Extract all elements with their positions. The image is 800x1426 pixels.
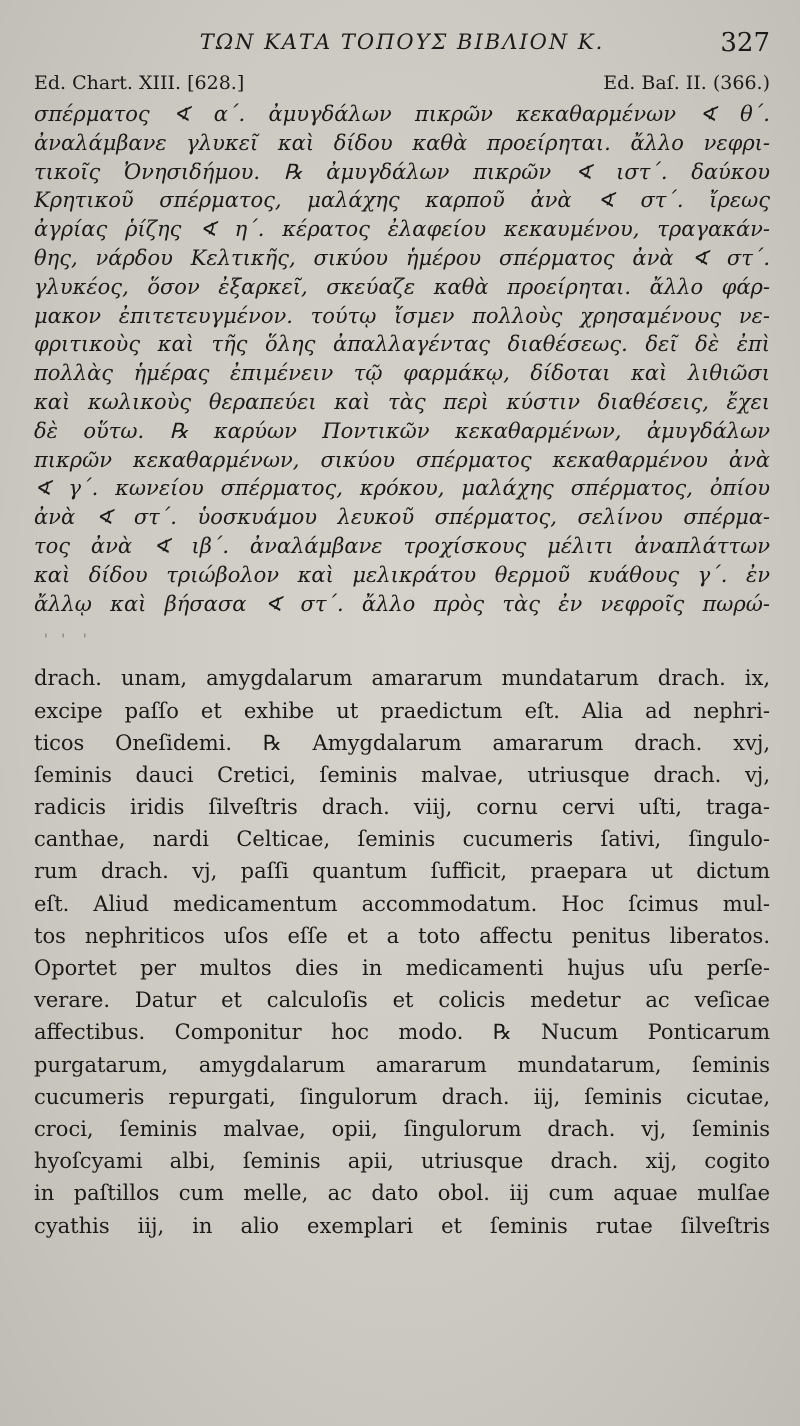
greek-text-line: τος ἀνὰ ∢ ιβ΄. ἀναλάμβανε τροχίσκους μέλιτι ἀναπλάττων — [34, 533, 770, 558]
page-header — [34, 28, 770, 68]
greek-text-line: δὲ οὕτω. ℞ καρύων Ποντικῶν κεκαθαρμένων, ἀμυγδάλων — [34, 418, 770, 443]
latin-text-line: croci, ſeminis malvae, opii, ſingulorum drach. vj, ſeminis — [34, 1116, 770, 1141]
greek-text-line: ἀγρίας ῥίζης ∢ η΄. κέρατος ἐλαφείου κεκαυμένου, τραγακάν- — [34, 217, 770, 242]
greek-text-line: μακον ἐπιτετευγμένον. τούτῳ ἴσμεν πολλοὺς χρησαμένους νε- — [34, 303, 770, 328]
greek-text-line: καὶ δίδου τριώβολον καὶ μελικράτου θερμοῦ κυάθους γ΄. ἐν — [34, 562, 770, 587]
latin-text-line: excipe paſſo et exhibe ut praedictum eſt. Alia ad nephri- — [34, 698, 770, 723]
greek-text-line: γλυκέος, ὅσον ἐξαρκεῖ, σκεύαζε καθὰ προείρηται. ἄλλο φάρ- — [34, 274, 770, 299]
greek-text-line: καὶ κωλικοὺς θεραπεύει καὶ τὰς περὶ κύστιν διαθέσεις, ἔχει — [34, 389, 770, 414]
greek-text-line: ἀναλάμβανε γλυκεῖ καὶ δίδου καθὰ προείρηται. ἄλλο νεφρι- — [34, 130, 770, 155]
latin-text-line: in paſtillos cum melle, ac dato obol. iij cum aquae mulſae — [34, 1181, 770, 1206]
latin-text-line: ſeminis dauci Cretici, ſeminis malvae, utriusque drach. vj, — [34, 762, 770, 787]
running-title: ΤΩΝ ΚΑΤΑ ΤΟΠΟΥΣ ΒΙΒΛΙΟΝ Κ. — [199, 30, 605, 54]
latin-text-line: purgatarum, amygdalarum amararum mundatarum, ſeminis — [34, 1052, 770, 1077]
greek-text-line: φριτικοὺς καὶ τῆς ὅλης ἀπαλλαγέντας διαθέσεως. δεῖ δὲ ἐπὶ — [34, 332, 770, 357]
edition-references — [34, 68, 770, 98]
latin-text-block — [34, 662, 770, 1241]
greek-text-block — [34, 100, 770, 618]
greek-text-line: ἄλλῳ καὶ βήσασα ∢ στ΄. ἄλλο πρὸς τὰς ἐν νεφροῖς πωρώ- — [34, 591, 770, 616]
greek-text-line: τικοῖς Ὀνησιδήμου. ℞ ἀμυγδάλων πικρῶν ∢ ιστ΄. δαύκου — [34, 159, 770, 184]
latin-text-line: cucumeris repurgati, ſingulorum drach. iij, ſeminis cicutae, — [34, 1084, 770, 1109]
latin-text-line: verare. Datur et calculoſis et colicis medetur ac veſicae — [34, 988, 770, 1013]
edition-left: Ed. Chart. XIII. [628.] — [34, 72, 245, 94]
latin-text-line: hyoſcyami albi, ſeminis apii, utriusque drach. xij, cogito — [34, 1149, 770, 1174]
latin-text-line: radicis iridis ſilveſtris drach. viij, cornu cervi uſti, traga- — [34, 795, 770, 820]
page-number: 327 — [720, 28, 770, 58]
greek-text-line: σπέρματος ∢ α΄. ἀμυγδάλων πικρῶν κεκαθαρμένων ∢ θ΄. — [34, 102, 770, 126]
margin-marks: ' ' ' — [44, 632, 87, 649]
greek-text-line: πολλὰς ἡμέρας ἐπιμένειν τῷ φαρμάκῳ, δίδοται καὶ λιθιῶσι — [34, 361, 770, 386]
latin-text-line: eſt. Aliud medicamentum accommodatum. Hoc ſcimus mul- — [34, 891, 770, 916]
latin-text-line: affectibus. Componitur hoc modo. ℞ Nucum Ponticarum — [34, 1020, 770, 1045]
latin-text-line: tos nephriticos uſos eſſe et a toto affectu penitus liberatos. — [34, 923, 770, 948]
greek-text-line: ἀνὰ ∢ στ΄. ὑοσκυάμου λευκοῦ σπέρματος, σελίνου σπέρμα- — [34, 505, 770, 530]
latin-text-line: rum drach. vj, paſſi quantum ſufficit, praepara ut dictum — [34, 859, 770, 884]
greek-text-line: Κρητικοῦ σπέρματος, μαλάχης καρποῦ ἀνὰ ∢ στ΄. ἴρεως — [34, 188, 770, 213]
latin-text-line: drach. unam, amygdalarum amararum mundatarum drach. ix, — [34, 666, 770, 691]
latin-text-line: Oportet per multos dies in medicamenti hujus uſu perſe- — [34, 956, 770, 981]
latin-text-line: cyathis iij, in alio exemplari et ſeminis rutae ſilveſtris — [34, 1213, 770, 1238]
greek-text-line: πικρῶν κεκαθαρμένων, σικύου σπέρματος κεκαθαρμένου ἀνὰ — [34, 447, 770, 472]
latin-text-line: canthae, nardi Celticae, ſeminis cucumeris ſativi, ſingulo- — [34, 827, 770, 852]
greek-text-line: θης, νάρδου Κελτικῆς, σικύου ἡμέρου σπέρματος ἀνὰ ∢ στ΄. — [34, 245, 770, 270]
edition-right: Ed. Baſ. II. (366.) — [603, 72, 770, 94]
latin-text-line: ticos Oneſidemi. ℞ Amygdalarum amararum drach. xvj, — [34, 730, 770, 755]
greek-text-line: ∢ γ΄. κωνείου σπέρματος, κρόκου, μαλάχης σπέρματος, ὀπίου — [34, 476, 770, 501]
